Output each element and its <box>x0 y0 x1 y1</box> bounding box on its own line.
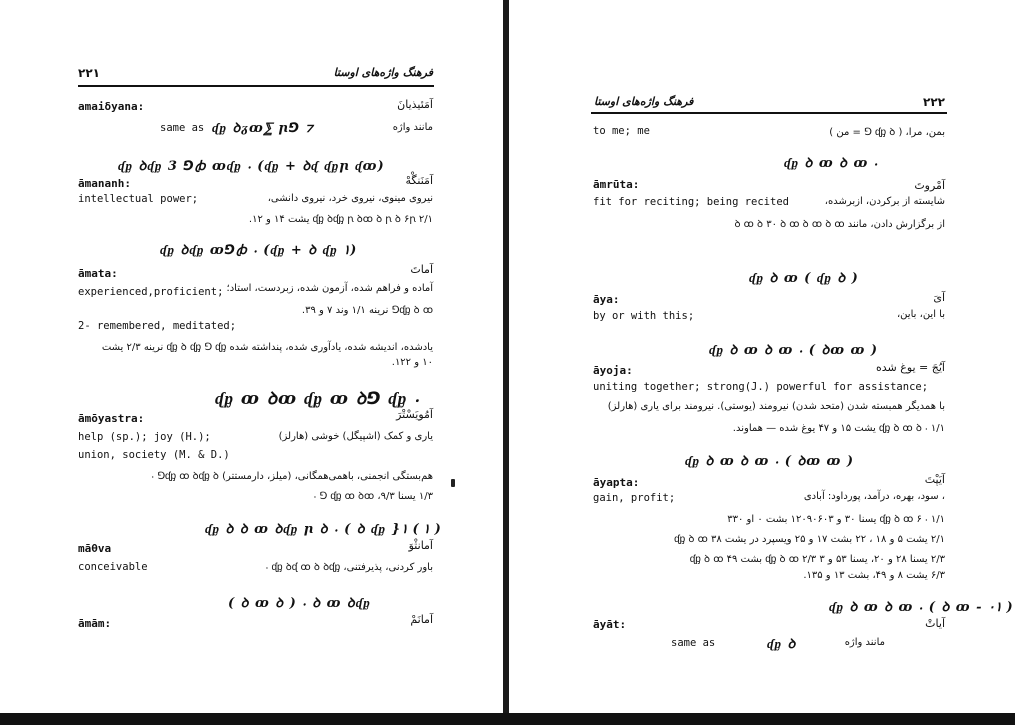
avestan-script: ᶑᶈ ꝺᶑᶈ 3 ⅁ꞗ ꝏᶑᶈ ⸳ (ᶑᶈ + ꝺᶑ ᶑᶈꞃ ᶑꝏ) <box>118 159 385 174</box>
entry-persian-headword: آمانثْوَ <box>408 539 433 552</box>
avestan-script: ᶑᶈ ꝺ ꝺ ꝏ ꝺᶑᶈ ꞃ ꝺ ⸳ ( ꝺ ᶑᶈ }۱ ( ۱ ) <box>205 522 441 537</box>
entry-reference: از برگزارش دادن، مانند ꝺ ꝏ ꝺ ۳۰ ꝺ ꝏ ꝺ ꝏ ꝺ ꝏ <box>734 219 945 230</box>
entry-headword: āmata: <box>78 267 118 280</box>
entry-headword: āmrūta: <box>593 178 640 191</box>
entry-reference: ۱۰ و ۱۲۲. <box>391 357 433 368</box>
entry-persian-headword: آیَپْتَ <box>924 473 945 486</box>
entry-persian-definition: با این، باین، <box>896 309 945 320</box>
page-header-title: فرهنگ واژه‌های اوستا <box>333 66 433 79</box>
entry-persian-definition: یادشده، اندیشه شده، یادآوری شده، پنداشته شده ᶑᶈ ꝺ ᶑᶈ ⅁ ᶑᶈ نرینه ۲/۳ یشت <box>101 342 433 353</box>
entry-persian-definition: یاری و کمک (اشپیگل) خوشی (هارلز) <box>278 431 433 442</box>
entry-english: conceivable <box>78 561 148 573</box>
header-rule <box>78 85 434 87</box>
entry-persian-headword: آیَ <box>933 291 945 304</box>
entry-english: gain, profit; <box>593 492 676 504</box>
entry-persian-definition: نیروی مینوی، نیروی خرد، نیروی دانشی، <box>267 193 433 204</box>
entry-persian-definition: با همدیگر همبسته شدن (متحد شدن) نیرومند (یوستی). نیرومند برای یاری (هارلز) <box>607 401 945 412</box>
entry-persian-gloss: مانند واژه <box>392 122 433 133</box>
entry-persian-headword: آماتَ <box>410 263 433 276</box>
entry-persian-headword: آمَئیذیانَ <box>397 98 433 111</box>
entry-headword: āyoja: <box>593 364 633 377</box>
entry-reference: ۶/۳ یشت ۸ و ۴۹، بشت ۱۳ و ۱۳۵. <box>803 570 945 581</box>
entry-english: 2- remembered, meditated; <box>78 320 237 332</box>
entry-persian-headword: آمَنَنگْهْ <box>405 174 433 187</box>
avestan-script: ᶑᶈ ꝺ ꝏ ꝺ ꝏ ⸳ ( ꝺ ꝏ - ۰۱ ) <box>829 600 1014 615</box>
entry-reference: ۱/۳ یسنا ۹/۳، ᶑᶈ ꝏ ꝺꝏ ⅁ ⸳ <box>313 491 433 502</box>
entry-english: intellectual power; <box>78 193 199 205</box>
page-header-title: فرهنگ واژه‌های اوستا <box>594 95 694 108</box>
entry-english: fit for reciting; being recited <box>593 196 789 208</box>
avestan-script: ᶑᶈ ꝺ ꝏ ( ᶑᶈ ꝺ ) <box>749 271 859 286</box>
entry-headword: āyapta: <box>593 476 640 489</box>
entry-persian-headword: آمْروتَ <box>914 179 945 192</box>
entry-headword: āmām: <box>78 617 112 630</box>
entry-persian-definition: باور کردنی، پذیرفتنی، ᶑᶈ ꝺᶑ ꝏ ꝺ ꝺᶑᶈ ⸳ <box>265 562 433 573</box>
entry-headword: āyāt: <box>593 618 627 631</box>
avestan-script: ᶑᶈ ꝺᵹꝏ⅀ ꞃ⅁ ⁊ <box>212 121 314 136</box>
entry-persian-definition: ، سود، بهره، درآمد، پورداود: آبادی <box>803 491 945 502</box>
header-rule <box>591 112 947 114</box>
entry-persian-gloss: مانند واژه <box>844 637 885 648</box>
avestan-script: ᶑᶈ ꝏ ꝺꝏ ᶑᶈ ꝏ ꝺ⅁ ᶑᶈ ⸳ <box>215 389 420 409</box>
entry-english: by or with this; <box>593 310 695 322</box>
entry-persian-definition: هم‌بستگی انجمنی، باهمی‌همگانی، (میلز، دارمستتر) ᶑᶈ ꝏ ꝺᶑᶈ ꝺ⅁ ⸳ <box>151 471 433 482</box>
entry-headword: āya: <box>593 293 620 306</box>
avestan-script: ᶑᶈ ꝺ ꝏ ꝺ ꝏ ⸳ ( ꝺꝏ ꝏ ) <box>709 343 879 358</box>
entry-headword: āmōyastra: <box>78 412 145 425</box>
margin-mark <box>451 479 455 487</box>
entry-reference: ᶑᶈ ꝺᶑᶈ ꞃ ꝺꝏ ꝺ ꞃ ꝺ ۶ꞃ ۲/۱ یشت ۱۴ و ۱۲. <box>248 214 433 225</box>
entry-headword: āmananh: <box>78 177 131 190</box>
entry-reference: ᶑᶈ ꝺ ꝏ ꝺ ⸳ ۱/۱ یشت ۱۵ و ۴۷ یوغ شده — هماوند. <box>732 423 945 434</box>
entry-headword: māθva <box>78 542 112 555</box>
entry-persian-headword: آیاتْ <box>925 617 945 630</box>
page-number: ۲۲۲ <box>923 95 945 109</box>
page-number: ۲۲۱ <box>78 66 100 80</box>
avestan-script: ᶑᶈ ꝺ ꝏ ꝺ ꝏ ⸳ ( ꝺꝏ ꝏ ) <box>685 454 855 469</box>
left-page <box>0 0 503 713</box>
entry-english: union, society (M. & D.) <box>78 449 230 461</box>
entry-english: same as <box>671 637 716 649</box>
entry-persian-definition: شایسته از برکردن، ازبرشده، <box>824 196 945 207</box>
entry-english: to me; me <box>593 125 650 137</box>
entry-reference: ᶑᶈ ꝺ ꝏ ۶ ⸳ ۱/۱ یسنا ۳۰ و ۱۲۰۹۰۶۰۳ بشت ۰ او ۳۳۰ <box>727 514 945 525</box>
entry-persian-definition: بمن، مرا، ( ᶑᶈ ꝺ ⅁ = من ) <box>829 127 945 138</box>
avestan-script: ( ꝺ ꝏ ꝺ ) ⸳ ꝺ ꝏ ꝺᶑᶈ <box>228 596 371 611</box>
avestan-script: ᶑᶈ ꝺ <box>767 637 797 652</box>
entry-reference: ۲/۳ یسنا ۲۸ و ۲۰، یسنا ۵۳ و ۳ ᶑᶈ ꝺ ꝏ ۲/۳ بشت ۴۹ ᶑᶈ ꝺ ꝏ <box>689 554 945 565</box>
entry-reference: ᶑᶈ ꝺ ꝏ⅁ نرینه ۱/۱ وند ۷ و ۳۹. <box>301 305 433 316</box>
entry-english: experienced,proficient; <box>78 286 224 298</box>
entry-persian-definition: آماده و فراهم شده، آزمون شده، زبردست، استاد؛ <box>226 283 433 294</box>
entry-persian-headword: آمانَمْ <box>410 613 433 626</box>
entry-english: uniting together; strong(J.) powerful for assistance; <box>593 381 929 393</box>
bottom-scan-edge <box>0 713 1015 725</box>
avestan-script: ᶑᶈ ꝺᶑᶈ ꝏ⅁ꞗ ⸳ (ᶑᶈ + ꝺ ᶑᶈ ۱) <box>160 243 358 258</box>
entry-reference: ۲/۱ یشت ۵ و ۱۸ ، ۲۲ بشت ۱۷ و ۲۵ ویسپرد در یشت ۳۸ ᶑᶈ ꝺ ꝏ <box>674 534 945 545</box>
entry-persian-headword: آمُویَسْتْرَ <box>396 408 433 421</box>
entry-english: same as <box>160 122 205 134</box>
entry-persian-headword: آیُجَ = یوغ شده <box>876 361 945 374</box>
right-page <box>509 0 1015 713</box>
avestan-script: ᶑᶈ ꝺ ꝏ ꝺ ꝏ ⸳ <box>784 156 879 171</box>
entry-headword: amaiδyana: <box>78 100 145 113</box>
entry-english: help (sp.); joy (H.); <box>78 431 211 443</box>
